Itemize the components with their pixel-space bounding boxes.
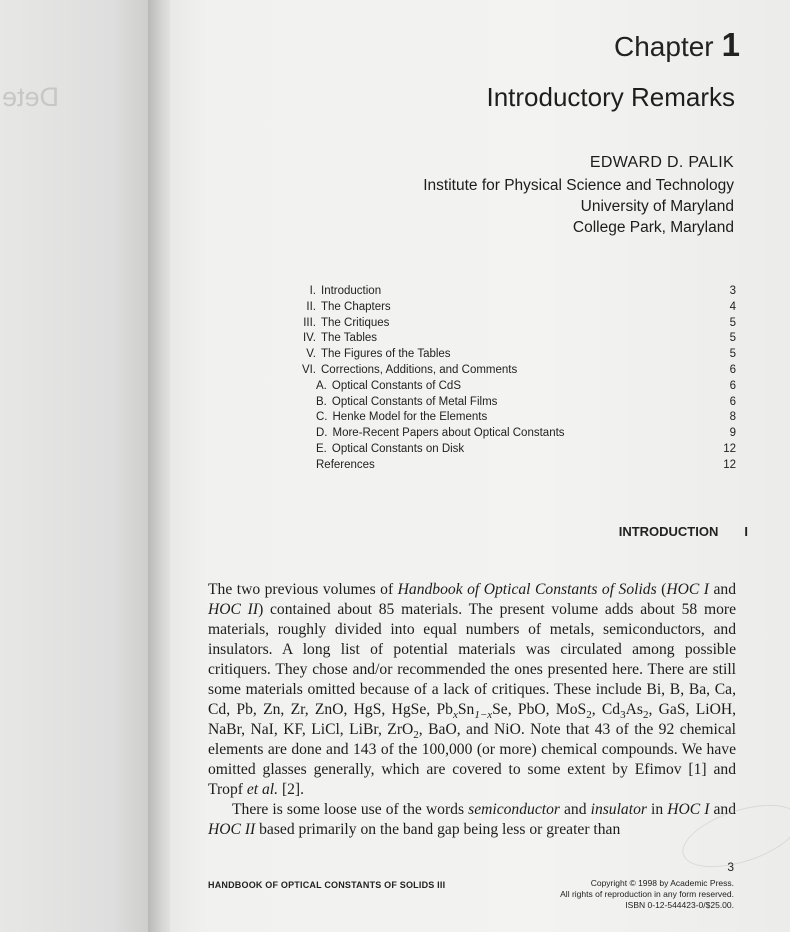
bleed-through-text: Dete [2,82,60,112]
text-run: ( [656,581,667,598]
text-run: in [646,801,668,818]
paragraph [208,800,736,840]
toc-entry [270,331,736,347]
toc-entry-label [286,347,451,363]
italic-text: HOC I [666,581,709,598]
affiliation-line: College Park, Maryland [572,219,734,236]
text-run: The two previous volumes of [208,581,398,598]
toc-entry-label [316,379,461,395]
toc-entry-page: 5 [729,348,736,361]
text-run: and [709,801,737,818]
author-name: EDWARD D. PALIK [589,154,734,171]
toc-entry-page: 6 [729,363,736,376]
toc-entry [270,347,736,363]
toc-entry-page: 6 [729,379,736,392]
toc-entry-page: 5 [729,316,736,329]
toc-entry-page: 3 [729,285,736,297]
toc-entry-number: I. [309,285,316,297]
toc-entry-number: II. [306,300,316,313]
copyright-line: All rights of reproduction in any form reserved. [560,889,734,899]
toc-entry [270,410,736,426]
toc-entry-text: The Critiques [321,316,390,329]
text-run: based primarily on the band gap being less or greater than [255,821,621,838]
paragraph [208,580,736,800]
toc-entry-label [286,316,389,332]
subscript: x [452,709,458,722]
toc-entry-label [316,395,497,411]
text-run: , BaO, and NiO. Note that 43 of the 92 chemical elements are done and 143 of the 100,000 (or more) chemical compounds. We have omitted glasses generally, which are covered to some extent by Efimov [1] and Tropf [208,721,736,798]
toc-entry-number: B. [316,395,327,408]
toc-entry-number: V. [306,348,316,361]
section-title: INTRODUCTION [618,524,719,539]
toc-entry-text: The Figures of the Tables [321,348,451,361]
toc-entry [270,458,736,474]
text-run: , Cd [591,701,621,718]
toc-entry-text: The Tables [321,332,378,345]
author-block [423,152,734,238]
italic-text: Handbook of Optical Constants of Solids [397,581,657,598]
toc-entry-number: A. [316,379,327,392]
italic-text: insulator [590,801,647,818]
toc-entry-label [286,284,381,300]
toc-entry-page: 12 [723,442,736,455]
toc-entry-text: Optical Constants of CdS [331,379,461,392]
chapter-number: 1 [721,26,740,63]
italic-text: HOC II [208,601,259,618]
toc-entry-page: 8 [729,411,736,424]
toc-entry-page: 6 [729,395,736,408]
toc-entry [270,316,736,332]
toc-entry-text: More-Recent Papers about Optical Constants [332,427,565,440]
affiliation-line: Institute for Physical Science and Technology [423,177,734,194]
toc-entry-page: 9 [729,427,736,440]
toc-entry [270,300,736,316]
toc-entry-label [286,331,377,347]
section-heading [619,524,748,539]
toc-entry-label [316,458,375,474]
subscript: 3 [620,709,626,722]
facing-page [0,0,160,932]
text-run: ) contained about 85 materials. The present volume adds about 58 more materials, roughly divided into equal numbers of metals, semiconductors, and insulators. A long list of potential materials was circulated among possible critiquers. They chose and/or recommended the ones presented here. There are still some materials omitted because of a lack of critiques. These include Bi, B, Ba, Ca, Cd, Pb, Zn, Zr, ZnO, HgS, HgSe, Pb [208,601,736,718]
toc-entry-label [286,363,517,379]
italic-text: et al. [246,781,279,798]
subscript: 2 [413,729,419,742]
toc-entry-label [286,300,391,316]
table-of-contents [270,284,736,474]
toc-entry-label [316,442,464,458]
toc-entry [270,379,736,395]
text-run: and [708,581,736,598]
toc-entry [270,363,736,379]
toc-entry-text: Introduction [321,285,382,297]
subscript: 2 [642,709,649,722]
toc-entry-page: 4 [729,300,736,313]
toc-entry-label [316,410,487,426]
toc-entry-page: 12 [723,458,736,471]
book-page [170,0,790,932]
text-run: As [625,701,643,718]
toc-entry-number: C. [316,411,328,424]
chapter-label [614,26,740,64]
toc-entry-text: Henke Model for the Elements [332,411,488,424]
text-run: and [559,801,591,818]
toc-entry [270,284,736,300]
toc-entry-number: III. [303,316,316,329]
text-run: Se, PbO, MoS [492,701,587,718]
toc-entry-text: The Chapters [321,300,391,313]
italic-text: HOC II [208,821,256,838]
subscript: 1−x [474,709,493,722]
text-run: [2]. [278,781,305,798]
page-number: 3 [727,860,734,874]
section-number: I [744,524,748,539]
toc-entry-text: Optical Constants of Metal Films [331,395,498,408]
copyright-line: ISBN 0-12-544423-0/$25.00. [625,900,734,910]
chapter-word: Chapter [614,31,714,62]
toc-entry-number: IV. [302,332,316,345]
text-run: Sn [457,701,475,718]
copyright-notice [560,878,734,911]
text-run: , GaS, LiOH, NaBr, NaI, KF, LiCl, LiBr, ZrO [208,701,736,738]
running-footer: HANDBOOK OF OPTICAL CONSTANTS OF SOLIDS III [208,880,446,890]
toc-entry-number: VI. [301,363,316,376]
chapter-title: Introductory Remarks [486,82,735,112]
toc-entry-number: D. [316,427,328,440]
italic-text: HOC I [667,801,710,818]
affiliation-line: University of Maryland [580,198,734,215]
toc-entry [270,426,736,442]
toc-entry-number: E. [316,442,327,455]
toc-entry-text: Corrections, Additions, and Comments [321,363,518,376]
italic-text: semiconductor [468,801,560,818]
text-run: There is some loose use of the words [232,801,469,818]
toc-entry [270,442,736,458]
body-text [208,580,736,840]
toc-entry [270,395,736,411]
copyright-line: Copyright © 1998 by Academic Press. [590,878,734,888]
toc-entry-page: 5 [729,332,736,345]
subscript: 2 [586,709,592,722]
toc-entry-text: References [316,458,375,471]
toc-entry-text: Optical Constants on Disk [331,442,465,455]
toc-entry-label [316,426,565,442]
